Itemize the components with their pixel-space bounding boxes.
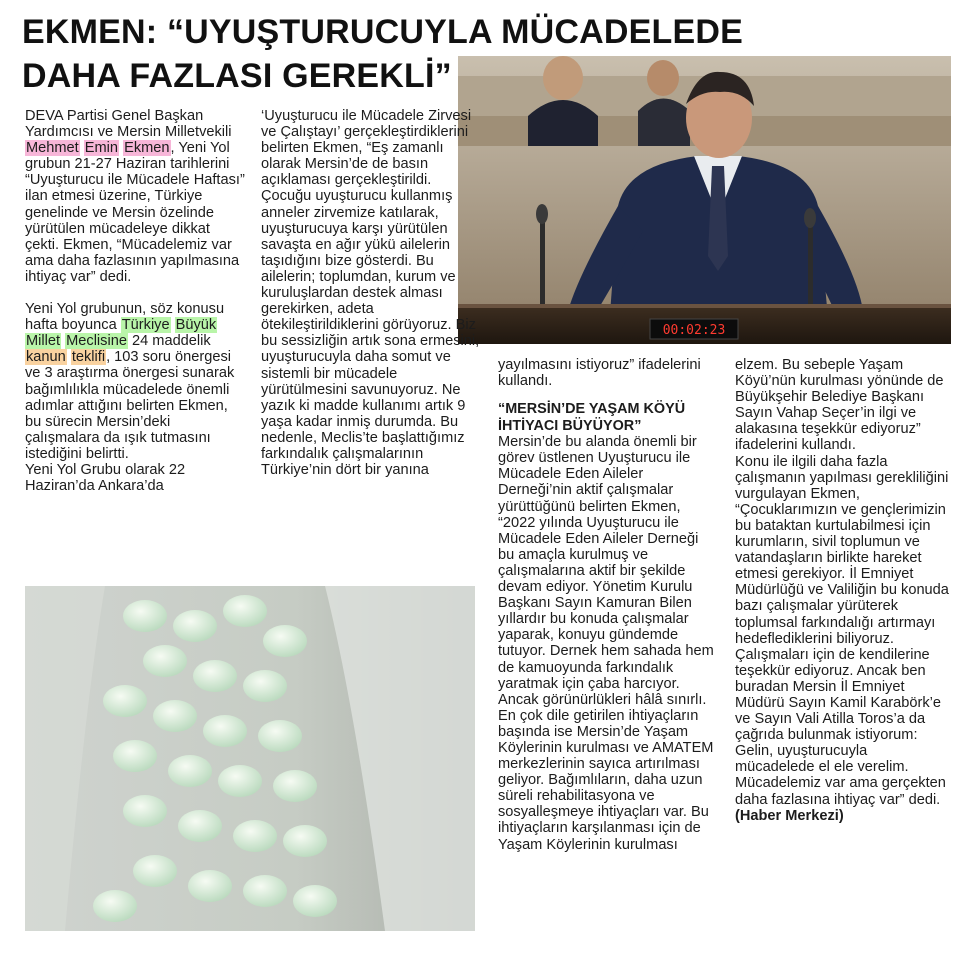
section-subheading: “MERSİN’DE YAŞAM KÖYÜ İHTİYACI BÜYÜYOR” (498, 401, 686, 434)
podium-timer: 00:02:23 (662, 323, 726, 338)
keyword-highlight: teklifi (71, 349, 106, 366)
col3-paragraph-1: yayılmasını istiyoruz” ifadelerini kullandı. (498, 357, 701, 390)
col2-paragraph-1: ‘Uyuşturucu ile Mücadele Zirvesi ve Çalıştayı’ gerçekleştirdiklerini belirten Ekmen, “Eş zamanlı olarak Mersin’de de basın açıklaması gerçekleştirildi. Çocuğu uyuşturucu kullanmış anneler zirvemize katılarak, uyuşturucuya karşı yürütülen savaşta en ağır yükü ailelerin taşıdığını bize gösterdi. Bu ailelerin; toplumdan, kurum ve kuruluşlardan destek alması gerekirken, adeta ötekileştirildiklerini görüyoruz. Biz bu sessizliğin artık sona ermesini, uyuşturucuyla daha somut ve sistemli bir mücadele yürütülmesini savunuyoruz. Ne yazık ki madde kullanımı artık 9 yaşa kadar inmiş durumda. Bu nedenle, Meclis’te başlattığımız farkındalık çalışmalarının Türkiye’nin dört bir yanına (261, 108, 480, 479)
headline-line-2: DAHA FAZLASI GEREKLİ” (22, 57, 452, 95)
name-highlight: Mehmet (26, 140, 79, 157)
headline (22, 10, 842, 98)
pills-photo (25, 586, 475, 931)
keyword-highlight: Millet (26, 333, 61, 350)
col3-paragraph-2: Mersin’de bu alanda önemli bir görev üstlenen Uyuşturucu ile Mücadele Eden Aileler Derneği’nin aktif çalışmalar yürüttüğünü belirten Ekmen, “2022 yılında Uyuşturucu ile Mücadele Eden Aileler Derneği bu amaçla kurulmuş ve çalışmalarına aktif bir şekilde devam ediyor. Yönetim Kurulu Başkanı Sayın Kamuran Bilen yıllardır bu konuda çalışmalar yaparak, konuyu gündemde tutuyor. Dernek hem sahada hem de kamuoyunda farkındalık yaratmak için çaba harcıyor. Ancak görünürlükleri hâlâ sınırlı. En çok dile getirilen ihtiyaçların başında ise Mersin’de Yaşam Köylerinin kurulması ve AMATEM merkezlerinin sayıca artırılması geliyor. Bağımlıların, daha uzun süreli rehabilitasyona ve sosyalleşmeye ihtiyaçları var. Bu ihtiyaçların karşılanması için de Yaşam Köylerinin kurulması (498, 434, 714, 853)
keyword-highlight: Türkiye (121, 317, 170, 334)
speaker-photo (458, 56, 951, 344)
headline-line-1: EKMEN: “UYUŞTURUCUYLA MÜCADELEDE (22, 13, 744, 51)
col4-paragraph-2: Konu ile ilgili daha fazla çalışmanın yapılması gerekliliğini vurgulayan Ekmen, “Çocuklarımızın ve gençlerimizin bu bataktan kurtulabilmesi için kurumların, sivil toplumun ve vatandaşların birlikte hareket etmesi gerekiyor. İl Emniyet Müdürlüğü ve Valiliğin bu konuda bazı çalışmalar yürüterek toplumsal farkındalığı artırmayı hedeflediklerini biliyoruz. Çalışmaları için de kendilerine teşekkür ediyoruz. Ancak ben buradan Mersin İl Emniyet Müdürü Sayın Kamil Karabörk’e ve Sayın Vali Atilla Toros’a da çağrıda bulunmak istiyorum: Gelin, uyuşturucuyla mücadelede el ele verelim. Mücadelemiz var ama gerçekten daha fazlasına ihtiyaç var” dedi. (Haber Merkezi) (735, 453, 949, 824)
col4-paragraph-1: elzem. Bu sebeple Yaşam Köyü’nün kurulması yönünde de Büyükşehir Belediye Başkanı Sayın Vahap Seçer’in ilgi ve alakasına teşekkür ediyoruz” ifadelerini kullandı. (735, 357, 944, 454)
col1-paragraph-2: Yeni Yol grubunun, söz konusu hafta boyunca Türkiye Büyük Millet Meclisine 24 maddelik kanun teklifi, 103 soru önergesi ve 3 araştırma önergesi sunarak bağımlılıkla mücadelede önemli adımlar attığını belirten Ekmen, bu sürecin Mersin’deki çalışmalara da ışık tutmasını istediğini belirtti. (25, 301, 235, 462)
col1-paragraph-1: DEVA Partisi Genel Başkan Yardımcısı ve Mersin Milletvekili Mehmet Emin Ekmen, Yeni Yol grubun 21-27 Haziran tarihlerini “Uyuşturucu ile Mücadele Haftası” ilan etmesi üzerine, Türkiye genelinde ve Mersin özelinde yürütülen mücadeleye dikkat çekti. Ekmen, “Mücadelemiz var ama daha fazlasının yapılmasına ihtiyaç var” dedi. (25, 108, 245, 285)
name-highlight: Ekmen (124, 140, 170, 157)
article-column-4 (735, 357, 950, 824)
article-column-1 (25, 108, 245, 494)
name-highlight: Emin (84, 140, 119, 157)
keyword-highlight: Büyük (175, 317, 217, 334)
keyword-highlight: Meclisine (66, 333, 127, 350)
source-credit: (Haber Merkezi) (735, 807, 844, 824)
article-column-3 (498, 357, 718, 853)
col1-paragraph-3: Yeni Yol Grubu olarak 22 Haziran’da Ankara’da (25, 461, 186, 495)
keyword-highlight: kanun (26, 349, 66, 366)
article-column-2 (261, 108, 481, 478)
